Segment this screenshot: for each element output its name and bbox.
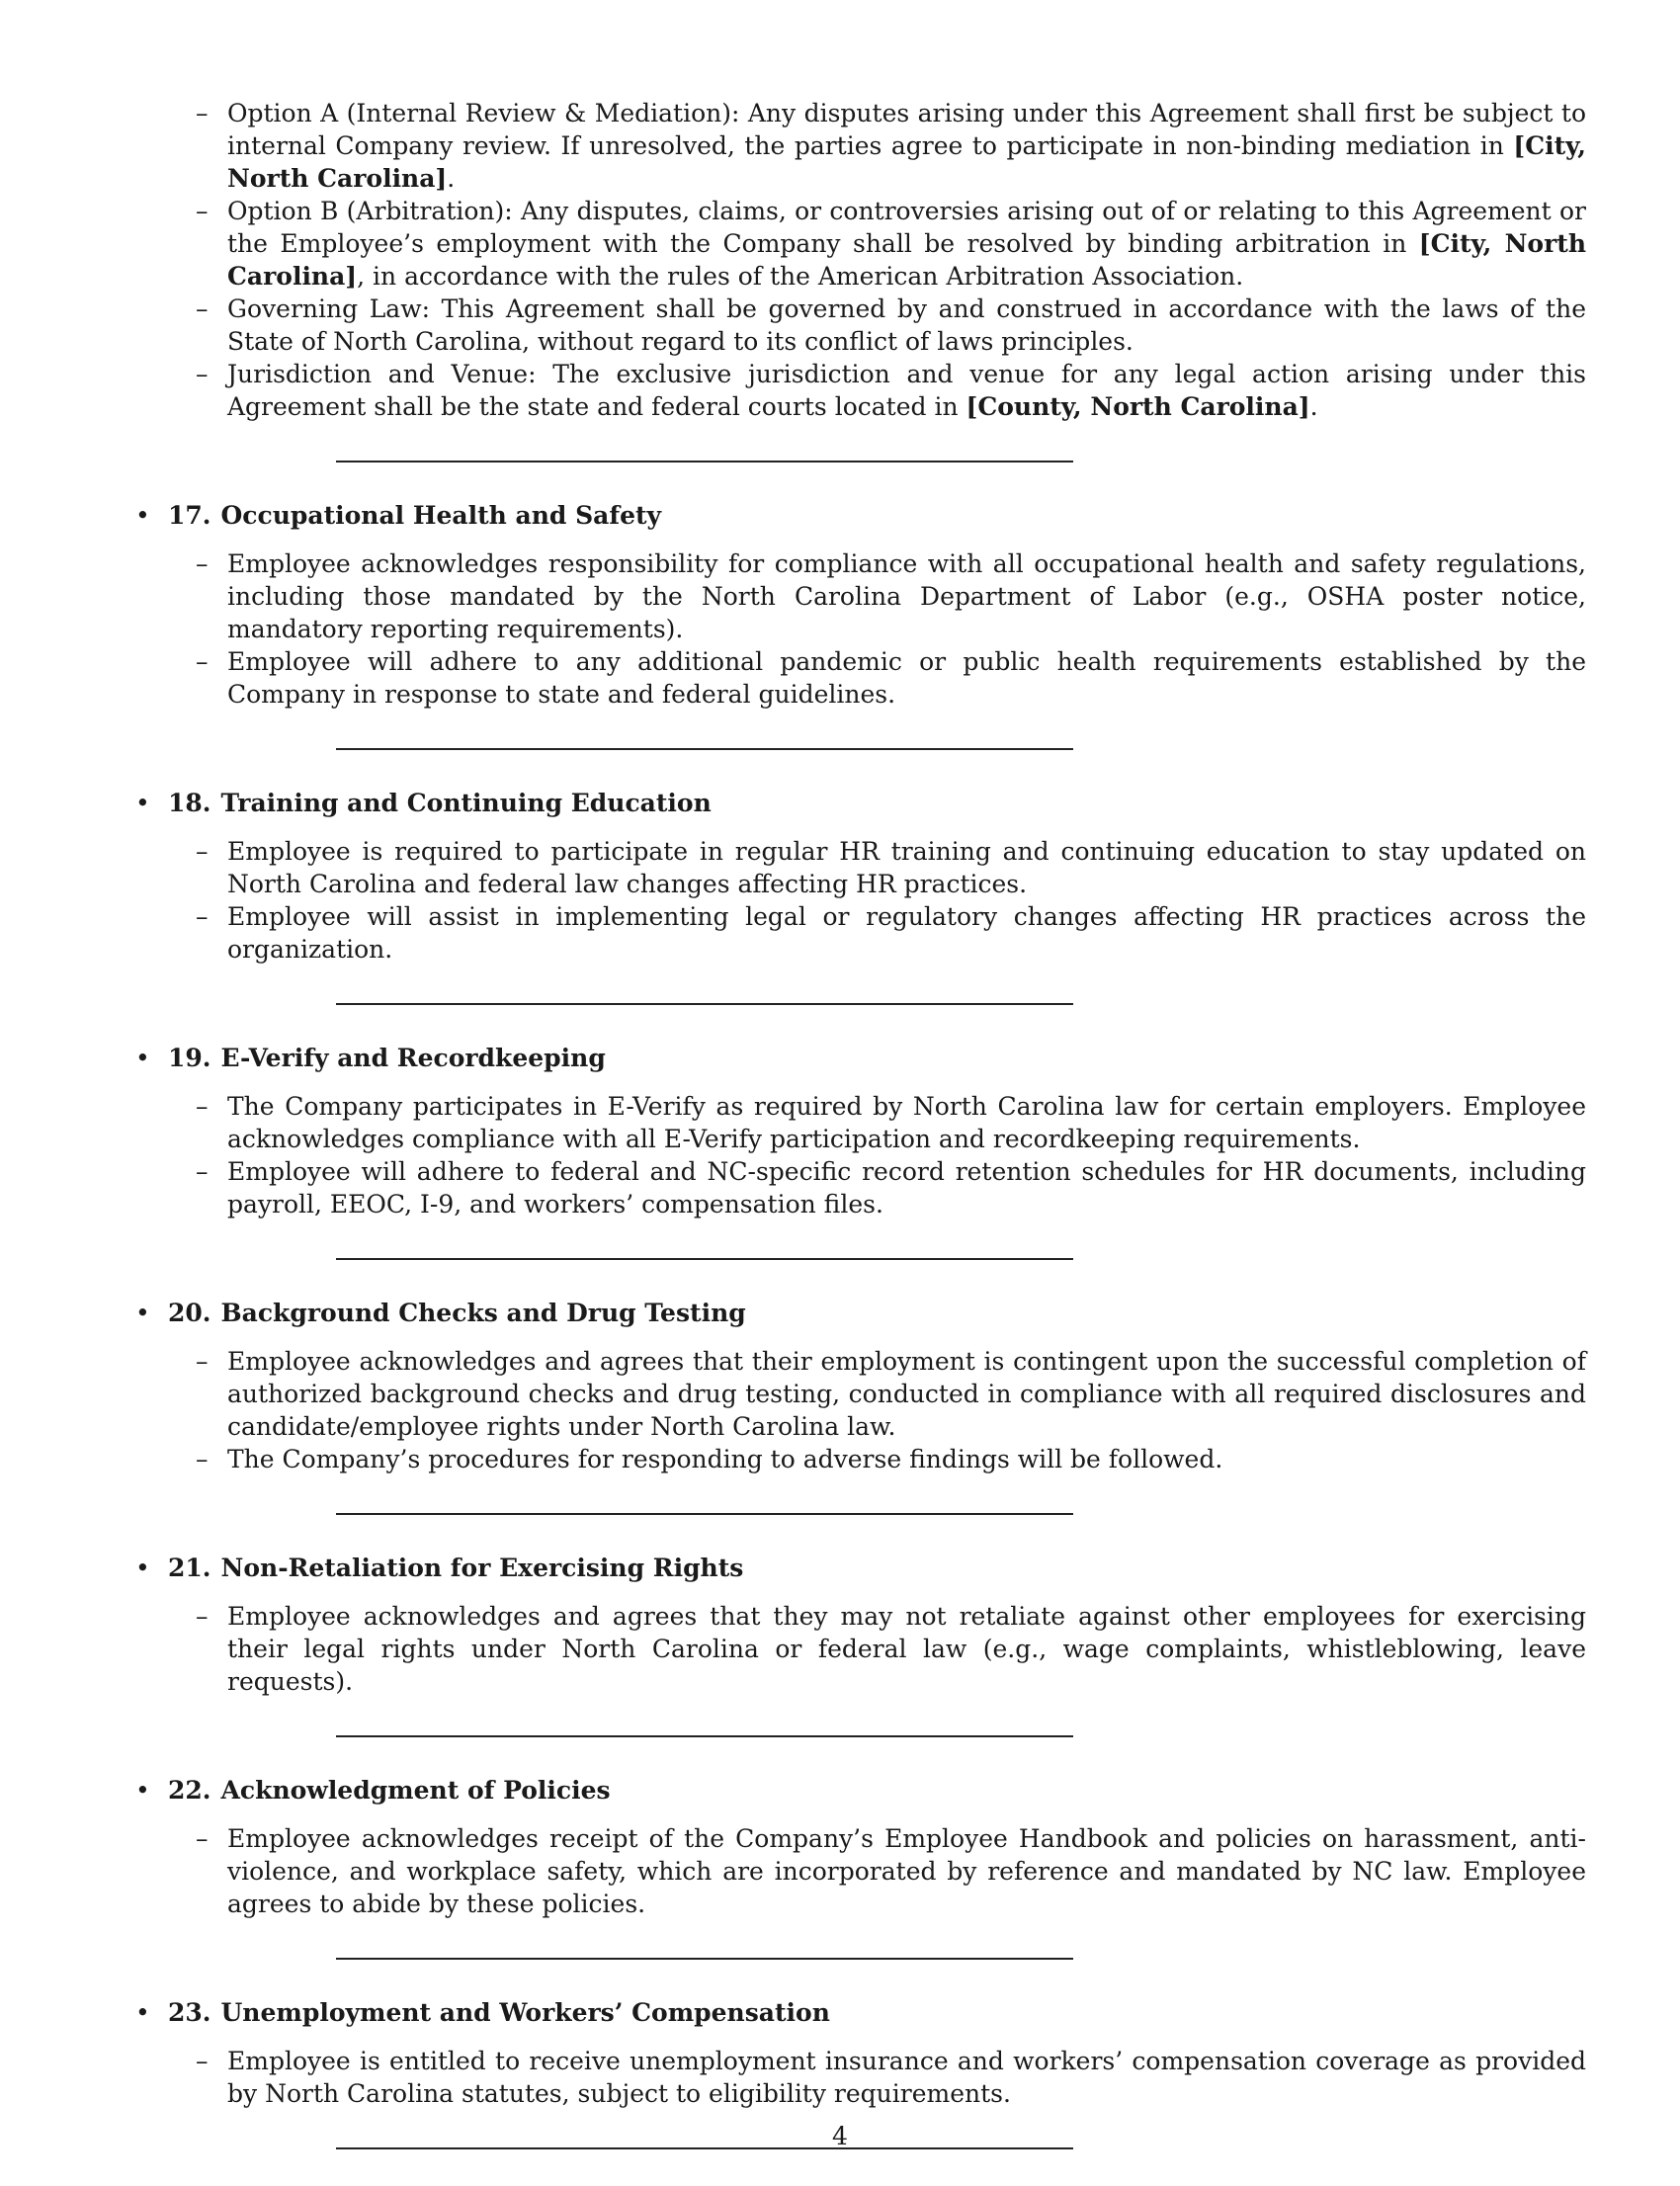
section-heading	[133, 787, 1586, 819]
dash-marker: –	[196, 360, 209, 388]
section-number: 20.	[168, 1299, 211, 1327]
section-title: Unemployment and Workers’ Compensation	[220, 1998, 830, 2027]
dash-marker: –	[196, 902, 209, 931]
horizontal-rule	[336, 1513, 1073, 1515]
section-number: 23.	[168, 1998, 211, 2027]
list-item	[133, 1600, 1586, 1698]
section-items	[133, 835, 1586, 966]
list-item	[133, 547, 1586, 645]
dash-marker: –	[196, 2047, 209, 2075]
sections-container	[133, 461, 1586, 2148]
section-title: Training and Continuing Education	[220, 789, 712, 817]
dash-marker: –	[196, 837, 209, 866]
section-heading	[133, 1042, 1586, 1074]
item-text: Employee will adhere to federal and NC-specific record retention schedules for HR documents, including payroll, EEOC, I-9, and workers’ compensation files.	[227, 1157, 1586, 1219]
section-22	[133, 1774, 1586, 1920]
item-text: Jurisdiction and Venue: The exclusive jurisdiction and venue for any legal action arising under this Agreement shall be the state and federal courts located in	[227, 360, 1586, 421]
placeholder-text: [City, North Carolina]	[227, 131, 1586, 193]
section-heading	[133, 1996, 1586, 2029]
item-text: Employee is entitled to receive unemployment insurance and workers’ compensation coverage as provided by North Carolina statutes, subject to eligibility requirements.	[227, 2047, 1586, 2108]
item-text: .	[447, 164, 456, 193]
item-text: The Company participates in E-Verify as required by North Carolina law for certain employers. Employee acknowledges compliance with all E-Verify participation and recordkeeping requirements.	[227, 1092, 1586, 1153]
section-items	[133, 2045, 1586, 2110]
section-number: 22.	[168, 1776, 211, 1805]
bullet-marker: •	[135, 789, 150, 817]
section-heading	[133, 1297, 1586, 1329]
horizontal-rule	[336, 1003, 1073, 1005]
item-text: Employee acknowledges responsibility for compliance with all occupational health and safety regulations, including those mandated by the North Carolina Department of Labor (e.g., OSHA poster notice, mandatory reporting requirements).	[227, 549, 1586, 643]
list-item	[133, 97, 1586, 195]
item-text: Option A (Internal Review & Mediation): Any disputes arising under this Agreement shall first be subject to internal Company review. If unresolved, the parties agree to participate in non-binding mediation in	[227, 99, 1586, 160]
list-item	[133, 195, 1586, 293]
dash-marker: –	[196, 1092, 209, 1121]
list-item	[133, 2045, 1586, 2110]
section-23	[133, 1996, 1586, 2110]
dash-marker: –	[196, 647, 209, 676]
section-19	[133, 1042, 1586, 1220]
section-title: Acknowledgment of Policies	[220, 1776, 611, 1805]
section-number: 21.	[168, 1554, 211, 1582]
list-item	[133, 645, 1586, 711]
item-text: The Company’s procedures for responding to adverse findings will be followed.	[227, 1445, 1223, 1473]
dash-marker: –	[196, 1602, 209, 1631]
section-divider	[133, 1003, 1586, 1004]
item-text: Employee will adhere to any additional pandemic or public health requirements established by the Company in response to state and federal guidelines.	[227, 647, 1586, 709]
bullet-marker: •	[135, 1299, 150, 1327]
dash-marker: –	[196, 1157, 209, 1186]
dash-marker: –	[196, 549, 209, 578]
list-item	[133, 358, 1586, 423]
item-text: Governing Law: This Agreement shall be governed by and construed in accordance with the laws of the State of North Carolina, without regard to its conflict of laws principles.	[227, 294, 1586, 356]
item-text: Option B (Arbitration): Any disputes, claims, or controversies arising out of or relating to this Agreement or the Employee’s employment with the Company shall be resolved by binding arbitration in	[227, 197, 1586, 258]
list-item	[133, 1822, 1586, 1920]
list-item	[133, 293, 1586, 358]
section-title: Occupational Health and Safety	[220, 501, 662, 530]
bullet-marker: •	[135, 1998, 150, 2027]
section-title: E-Verify and Recordkeeping	[220, 1044, 606, 1072]
section-divider	[133, 1735, 1586, 1736]
section-divider	[133, 1958, 1586, 1959]
item-text: Employee is required to participate in regular HR training and continuing education to stay updated on North Carolina and federal law changes affecting HR practices.	[227, 837, 1586, 898]
dash-marker: –	[196, 1347, 209, 1376]
item-text: Employee acknowledges and agrees that their employment is contingent upon the successful completion of authorized background checks and drug testing, conducted in compliance with all required disclosures and candidate/employee rights under North Carolina law.	[227, 1347, 1586, 1441]
bullet-marker: •	[135, 1776, 150, 1805]
item-text: .	[1309, 392, 1318, 421]
bullet-marker: •	[135, 501, 150, 530]
bullet-marker: •	[135, 1554, 150, 1582]
horizontal-rule	[336, 748, 1073, 750]
horizontal-rule	[336, 1258, 1073, 1260]
horizontal-rule	[336, 461, 1073, 462]
dash-marker: –	[196, 99, 209, 127]
list-item	[133, 1443, 1586, 1475]
placeholder-text: [City, North Carolina]	[227, 229, 1586, 291]
section-heading	[133, 499, 1586, 532]
section-items	[133, 1600, 1586, 1698]
section-items	[133, 1345, 1586, 1475]
section-divider	[133, 1258, 1586, 1259]
section-21	[133, 1552, 1586, 1698]
item-text: Employee will assist in implementing legal or regulatory changes affecting HR practices across the organization.	[227, 902, 1586, 964]
dash-marker: –	[196, 1445, 209, 1473]
section-number: 19.	[168, 1044, 211, 1072]
list-item	[133, 1090, 1586, 1155]
horizontal-rule	[336, 1735, 1073, 1737]
section-heading	[133, 1774, 1586, 1807]
bullet-marker: •	[135, 1044, 150, 1072]
item-text: Employee acknowledges and agrees that they may not retaliate against other employees for exercising their legal rights under North Carolina or federal law (e.g., wage complaints, whistleblowing, leave requests).	[227, 1602, 1586, 1696]
section-divider	[133, 1513, 1586, 1514]
list-item	[133, 1155, 1586, 1220]
section-items	[133, 1822, 1586, 1920]
section-divider	[133, 748, 1586, 749]
dash-marker: –	[196, 294, 209, 323]
list-item	[133, 1345, 1586, 1443]
section-17	[133, 499, 1586, 711]
section-number: 17.	[168, 501, 211, 530]
agreement-body	[133, 97, 1586, 2186]
list-item	[133, 835, 1586, 900]
item-text: Employee acknowledges receipt of the Company’s Employee Handbook and policies on harassment, anti-violence, and workplace safety, which are incorporated by reference and mandated by NC law. Employee agrees to abide by these policies.	[227, 1824, 1586, 1918]
section-heading	[133, 1552, 1586, 1584]
section-18	[133, 787, 1586, 966]
section-items	[133, 1090, 1586, 1220]
section-20	[133, 1297, 1586, 1475]
page-number: 4	[832, 2122, 848, 2150]
section-items	[133, 547, 1586, 711]
section-title: Background Checks and Drug Testing	[220, 1299, 746, 1327]
horizontal-rule	[336, 1958, 1073, 1960]
placeholder-text: [County, North Carolina]	[966, 392, 1310, 421]
section-title: Non-Retaliation for Exercising Rights	[220, 1554, 744, 1582]
item-text: , in accordance with the rules of the American Arbitration Association.	[357, 262, 1244, 291]
section-divider	[133, 461, 1586, 462]
dash-marker: –	[196, 197, 209, 225]
section-number: 18.	[168, 789, 211, 817]
dash-marker: –	[196, 1824, 209, 1853]
list-item	[133, 900, 1586, 966]
dispute-resolution-list	[133, 97, 1586, 423]
